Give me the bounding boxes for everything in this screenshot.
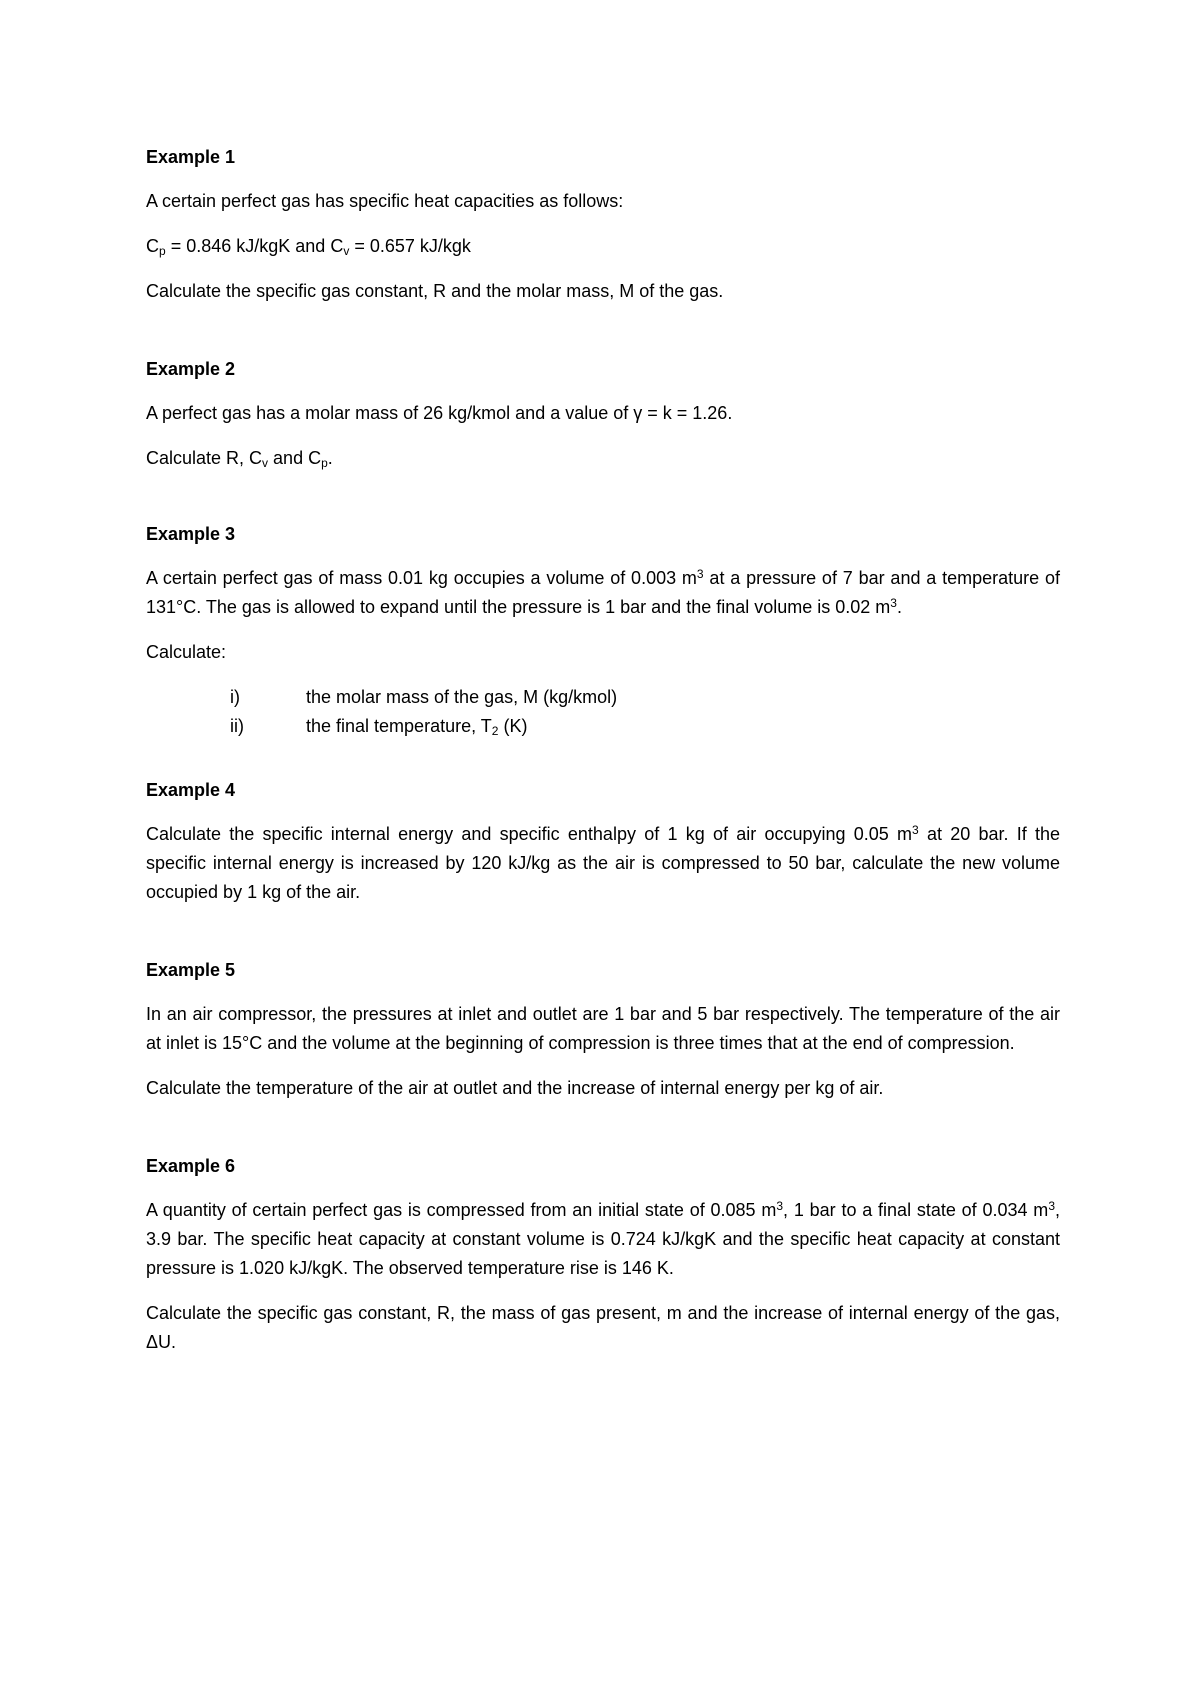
list-item: i) the molar mass of the gas, M (kg/kmol) [230, 687, 618, 707]
example-title: Example 5 [146, 960, 236, 980]
paragraph: In an air compressor, the pressures at inlet and outlet are 1 bar and 5 bar respectively. The temperature of the air at inlet is 15°C and the volume at the beginning of compression is three times that at the end of compression. [146, 1004, 1060, 1053]
list-item: ii) the final temperature, $T_2$ (K) [230, 716, 528, 738]
example-4 [146, 779, 1060, 907]
example-title: Example 3 [146, 524, 236, 544]
example-5 [146, 959, 1060, 1103]
example-title: Example 6 [146, 1156, 236, 1176]
sub-question-list [146, 683, 1060, 741]
equation-line: $C_p = 0.846$ kJ/kgK and $C_v = 0.657$ kJ/kgk [146, 236, 471, 258]
example-title: Example 1 [146, 147, 236, 167]
example-title: Example 4 [146, 780, 236, 800]
example-2 [146, 358, 1060, 473]
paragraph: Calculate the specific gas constant, R, the mass of gas present, m and the increase of internal energy of the gas, ΔU. [146, 1303, 1060, 1352]
example-title: Example 2 [146, 359, 236, 379]
paragraph: Calculate the temperature of the air at outlet and the increase of internal energy per kg of air. [146, 1078, 884, 1098]
paragraph: Calculate R, $C_v$ and $C_p$. [146, 448, 333, 470]
paragraph: Calculate: [146, 642, 227, 662]
paragraph: Calculate the specific gas constant, R and the molar mass, M of the gas. [146, 281, 724, 301]
paragraph: Calculate the specific internal energy and specific enthalpy of 1 kg of air occupying 0.05 $m^3$ at 20 bar. If the specific internal energy is increased by 120 kJ/kg as the air is compressed to 50 bar, calculate the new volume occupied by 1 kg of the air. [146, 823, 1060, 902]
paragraph: A certain perfect gas has specific heat capacities as follows: [146, 191, 624, 211]
paragraph: A perfect gas has a molar mass of 26 kg/kmol and a value of γ = k = 1.26. [146, 403, 733, 423]
example-6 [146, 1155, 1060, 1357]
example-1 [146, 146, 1060, 306]
example-3 [146, 523, 1060, 741]
paragraph: A certain perfect gas of mass 0.01 kg occupies a volume of 0.003 $m^3$ at a pressure of 7 bar and a temperature of 131°C. The gas is allowed to expand until the pressure is 1 bar and the final volume is 0.02 $m^3$. [146, 567, 1060, 617]
paragraph: A quantity of certain perfect gas is compressed from an initial state of 0.085 $m^3$, 1 bar to a final state of 0.034 $m^3$, 3.9 bar. The specific heat capacity at constant volume is 0.724 kJ/kgK and the specific heat capacity at constant pressure is 1.020 kJ/kgK. The observed temperature rise is 146 K. [146, 1199, 1061, 1278]
